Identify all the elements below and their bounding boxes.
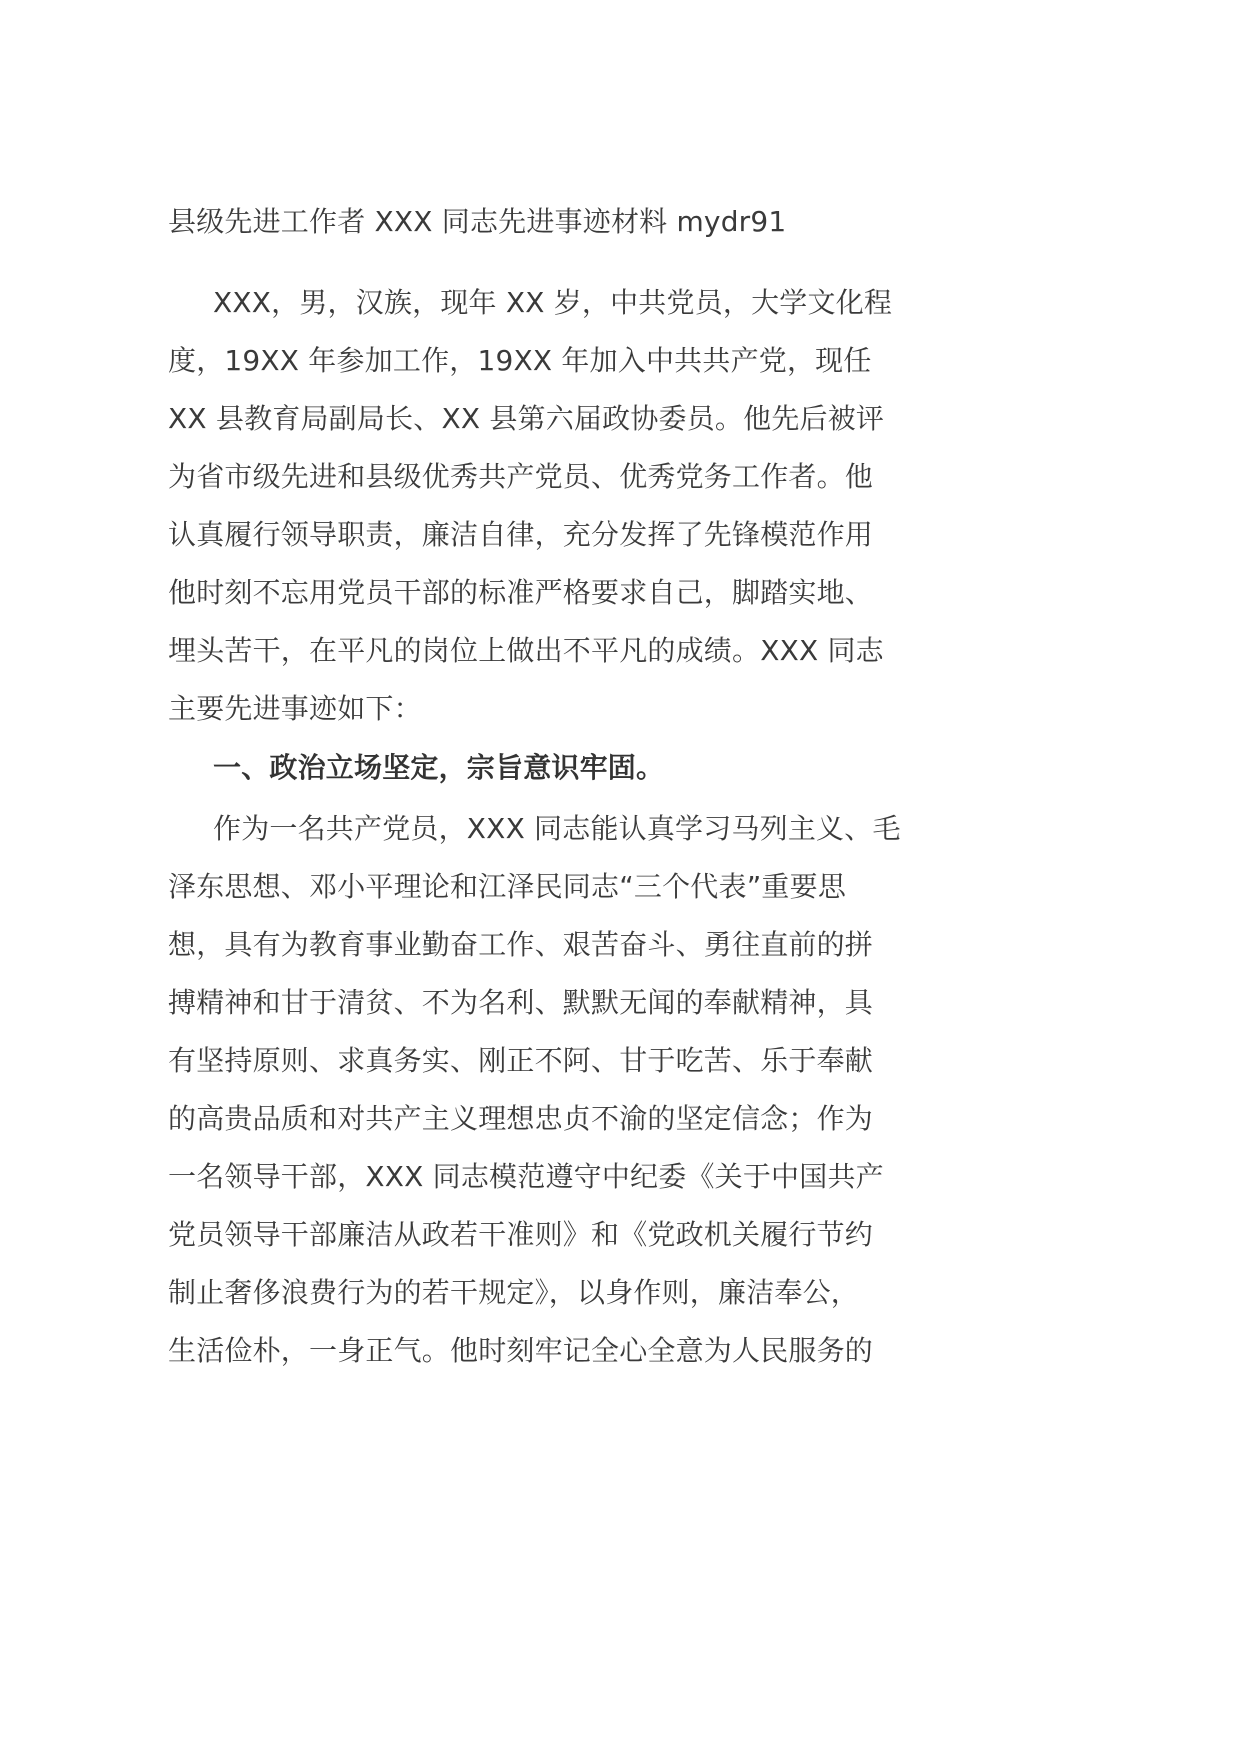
paragraph-2-line-10: 生活俭朴，一身正气。他时刻牢记全心全意为人民服务的: [168, 1334, 874, 1367]
paragraph-2-line-1: 作为一名共产党员，XXX 同志能认真学习马列主义、毛: [213, 812, 901, 845]
paragraph-2-line-2: 泽东思想、邓小平理论和江泽民同志“三个代表”重要思: [168, 870, 847, 903]
paragraph-2-line-4: 搏精神和甘于清贫、不为名利、默默无闻的奉献精神，具: [168, 986, 874, 1019]
paragraph-1-line-1: XXX，男，汉族，现年 XX 岁，中共党员，大学文化程: [213, 286, 893, 319]
paragraph-1-line-4: 为省市级先进和县级优秀共产党员、优秀党务工作者。他: [168, 460, 874, 493]
paragraph-2-line-5: 有坚持原则、求真务实、刚正不阿、甘于吃苦、乐于奉献: [168, 1044, 874, 1077]
paragraph-2-line-9: 制止奢侈浪费行为的若干规定》，以身作则，廉洁奉公，: [168, 1276, 860, 1309]
paragraph-1-line-8: 主要先进事迹如下：: [168, 692, 422, 725]
section-heading-1: 一、政治立场坚定，宗旨意识牢固。: [213, 751, 665, 784]
paragraph-2-line-7: 一名领导干部，XXX 同志模范遵守中纪委《关于中国共产: [168, 1160, 884, 1193]
document-title: 县级先进工作者 XXX 同志先进事迹材料 mydr91: [168, 205, 787, 238]
paragraph-2-line-6: 的高贵品质和对共产主义理想忠贞不渝的坚定信念；作为: [168, 1102, 874, 1135]
paragraph-1-line-5: 认真履行领导职责，廉洁自律，充分发挥了先锋模范作用: [168, 518, 874, 551]
paragraph-1-line-2: 度，19XX 年参加工作，19XX 年加入中共共产党，现任: [168, 344, 872, 377]
paragraph-1-line-7: 埋头苦干，在平凡的岗位上做出不平凡的成绩。XXX 同志: [168, 634, 884, 667]
paragraph-1-line-3: XX 县教育局副局长、XX 县第六届政协委员。他先后被评: [168, 402, 885, 435]
paragraph-2-line-3: 想，具有为教育事业勤奋工作、艰苦奋斗、勇往直前的拼: [168, 928, 874, 961]
paragraph-2-line-8: 党员领导干部廉洁从政若干准则》和《党政机关履行节约: [168, 1218, 874, 1251]
paragraph-1-line-6: 他时刻不忘用党员干部的标准严格要求自己，脚踏实地、: [168, 576, 874, 609]
